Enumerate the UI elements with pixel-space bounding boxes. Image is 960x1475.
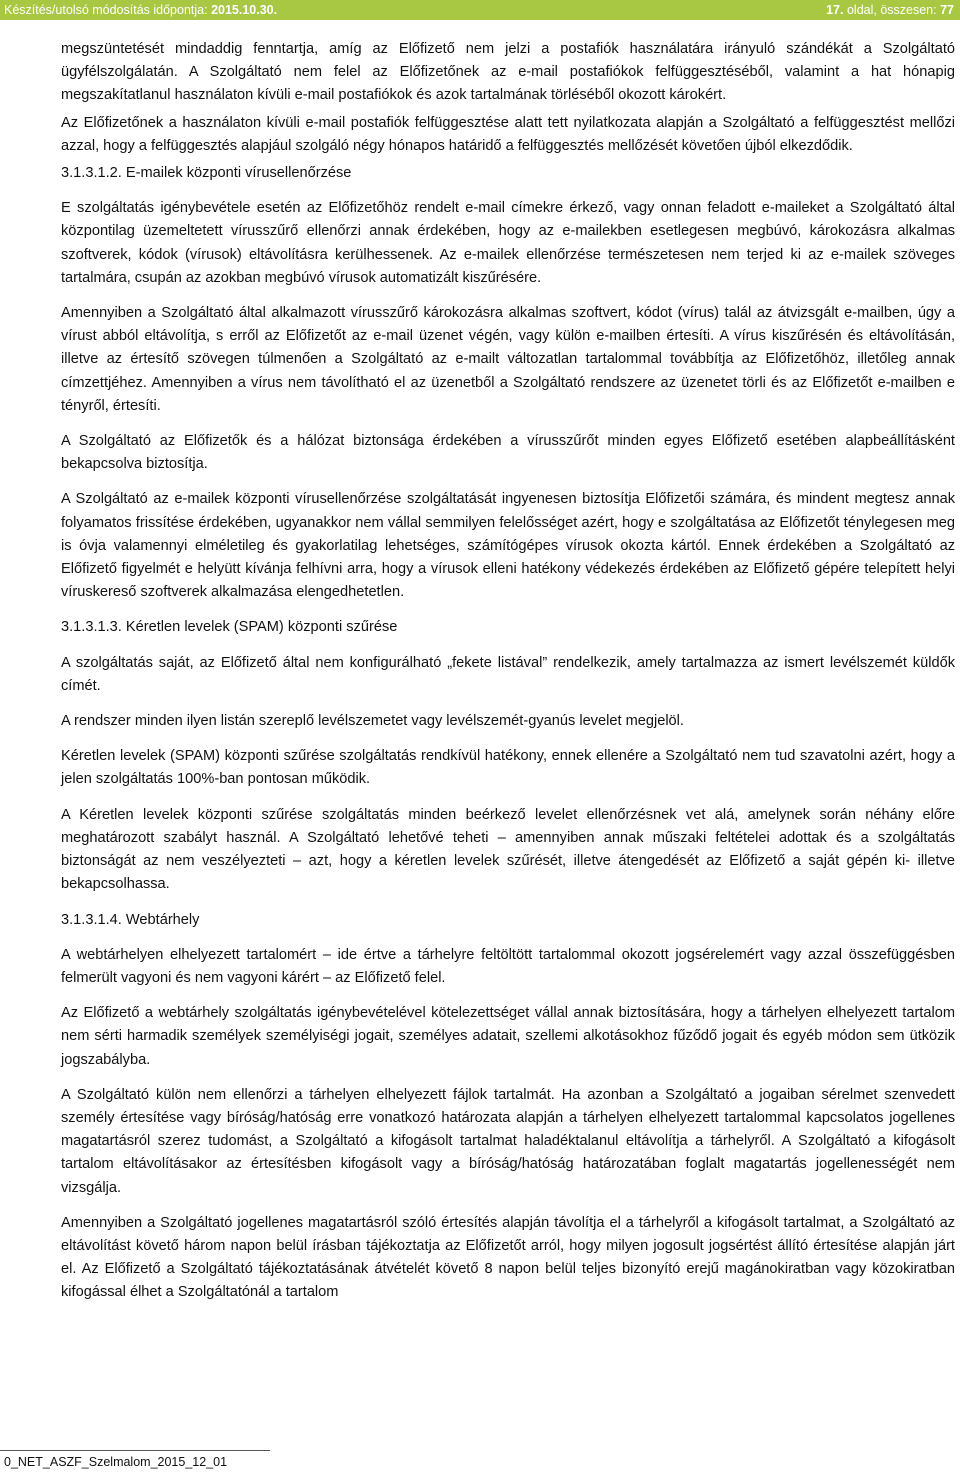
body-paragraph: Amennyiben a Szolgáltató által alkalmazott vírusszűrő károkozásra alkalmas szoftvert, kódot (vírus) talál az átvizsgált e-mailben, úgy a vírust abból eltávolítja, s erről az Előfizetőt az e-mail üzenet végén, vagy külön e-mailben értesíti. A vírus kiszűrésén és eltávolításán, illetve az értesítő szövegen túlmenően a Szolgáltató az e-mailt változatlan tartalommal továbbítja az Előfizetőhöz, illetőleg annak címzettjéhez. Amennyiben a vírus nem távolítható el az üzenetből a Szolgáltató rendszere az üzenetet törli és az Előfizetőt e-mailben e tényről, értesíti. [61,305,955,414]
body-paragraph: Amennyiben a Szolgáltató jogellenes magatartásról szóló értesítés alapján távolítja el a tárhelyről a kifogásolt tartalmat, a Szolgáltató az eltávolítást követő három napon belül írásban tájékoztatja az Előfizetőt arról, hogy milyen jogosult jogsértést állító értesítése alapján járt el. Az Előfizető a Szolgáltató tájékoztatásának átvételét követő 8 napon belül teljes bizonyító erejű magánokiratban vagy közokiratban kifogással élhet a Szolgáltatónál a tartalom [61,1214,955,1301]
footer-divider [0,1450,270,1451]
document-body [61,38,955,1317]
page-footer [0,1452,227,1472]
body-paragraph: A Szolgáltató az e-mailek központi vírusellenőrzése szolgáltatását ingyenesen biztosítja Előfizetői számára, és mindent megtesz annak folyamatos frissítése érdekében, ugyanakkor nem vállal semmilyen felelősséget azért, hogy e szolgáltatása az Előfizetőt ténylegesen meg is óvja valamennyi elméletileg és gyakorlatilag lehetséges, számítógépes vírusok okozta kártól. Ennek érdekében a Szolgáltató az Előfizető figyelmét e helyütt kívánja felhívni arra, hogy a vírusok elleni hatékony védekezés érdekében az Előfizető gépére telepített helyi víruskereső szoftverek alkalmazása elengedhetetlen. [61,491,955,601]
section-heading: 3.1.3.1.4. Webtárhely [61,911,200,928]
footer-document-id: 0_NET_ASZF_Szelmalom_2015_12_01 [4,1455,228,1469]
section-heading: 3.1.3.1.3. Kéretlen levelek (SPAM) központi szűrése [61,619,398,636]
header-page-text: oldal, összesen: [846,3,937,17]
body-paragraph: A webtárhelyen elhelyezett tartalomért – ide értve a tárhelyre feltöltött tartalommal okozott jogsérelemért vagy azzal összefüggésben felmerült vagyoni és nem vagyoni kárért – az Előfizető felel. [61,946,955,986]
body-paragraph: A Szolgáltató az Előfizetők és a hálózat biztonsága érdekében a vírusszűrőt minden egyes Előfizető esetében alapbeállításként bekapcsolva biztosítja. [61,433,955,473]
body-paragraph: Az Előfizetőnek a használaton kívüli e-mail postafiók felfüggesztése alatt tett nyilatkozata alapján a Szolgáltató a felfüggesztést mellőzi azzal, hogy a felfüggesztés alapjául szolgáló négy hónapos határidő a felfüggesztés mellőzését követően újból elkezdődik. [61,114,955,154]
body-paragraph: E szolgáltatás igénybevétele esetén az Előfizetőhöz rendelt e-mail címekre érkező, vagy onnan feladott e-maileket a Szolgáltató által központilag üzemeltetett vírusszűrő ellenőrzi annak érdekében, hogy az e-mailekben esetlegesen megbúvó, károkozásra alkalmas szoftverek, kódok (vírusok) eltávolításra kerülhessenek. Az e-mailek ellenőrzése természetesen nem terjed ki az e-mailek szöveges tartalmára, csupán az azokban megbúvó vírusok automatizált kiszűrésére. [61,200,955,286]
body-paragraph: megszüntetését mindaddig fenntartja, amíg az Előfizető nem jelzi a postafiók használatára irányuló szándékát a Szolgáltató ügyfélszolgálatán. A Szolgáltató nem felel az Előfizetőnek az e-mail postafiókok felfüggesztéséből, valamint a hat hónapig megszakítatlanul használaton kívüli e-mail postafiókok és azok tartalmának törléséből okozott károkért. [61,41,955,104]
header-modified-date: 2015.10.30. [211,3,278,17]
header-page-number: 17. [826,3,844,17]
section-heading: 3.1.3.1.2. E-mailek központi vírusellenőrzése [61,165,352,182]
body-paragraph: A rendszer minden ilyen listán szereplő levélszemetet vagy levélszemét-gyanús levelet megjelöl. [61,713,684,730]
body-paragraph: A Szolgáltató külön nem ellenőrzi a tárhelyen elhelyezett fájlok tartalmát. Ha azonban a Szolgáltató a jogaiban sérelmet szenvedett személy értesítése vagy bíróság/hatóság erre vonatkozó határozata alapján a tárhelyen elhelyezett tartalommal kapcsolatos jogellenes magatartásról szerez tudomást, a Szolgáltató a kifogásolt tartalmat haladéktalanul eltávolítja a tárhelyről. A Szolgáltató a kifogásolt tartalom eltávolításakor az értesítésben kifogásolt vagy a bíróság/hatóság határozatában foglalt magatartás jogellenességét nem vizsgálja. [61,1086,955,1196]
body-paragraph: Kéretlen levelek (SPAM) központi szűrése szolgáltatás rendkívül hatékony, ennek ellenére a Szolgáltató nem tud szavatolni azért, hogy a jelen szolgáltatás 100%-ban pontosan működik. [61,748,955,788]
header-pagination [826,0,954,20]
header-page-total: 77 [940,3,954,17]
page-header [0,0,960,20]
body-paragraph: A Kéretlen levelek központi szűrése szolgáltatás minden beérkező levelet ellenőrzésnek vet alá, amelynek során néhány előre meghatározott szabályt használ. A Szolgáltató lehetővé teheti – amennyiben annak műszaki feltételei adottak és a szolgáltatás biztonságát az nem veszélyezteti – azt, hogy a kéretlen levelek szűrését, illetve átengedését az Előfizető a saját gépén ki- illetve bekapcsolhassa. [61,806,955,893]
header-modified-label: Készítés/utolsó módosítás időpontja: [4,3,208,17]
body-paragraph: A szolgáltatás saját, az Előfizető által nem konfigurálható „fekete listával” rendelkezik, amely tartalmazza az ismert levélszemét küldők címét. [61,654,955,694]
body-paragraph: Az Előfizető a webtárhely szolgáltatás igénybevételével kötelezettséget vállal annak biztosítására, hogy a tárhelyen elhelyezett tartalom nem sérti harmadik személyek személyiségi jogait, személyes adatait, szellemi alkotásokhoz fűződő jogait és egyéb módon sem ütközik jogszabályba. [61,1005,955,1068]
header-modified [4,0,277,20]
